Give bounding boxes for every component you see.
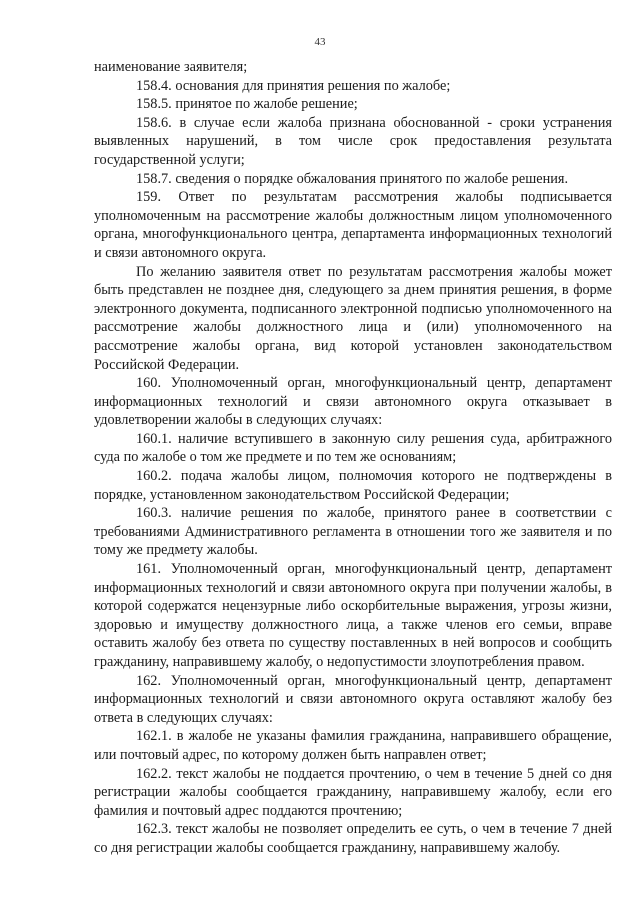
paragraph: наименование заявителя; (94, 59, 248, 75)
paragraph: 158.6. в случае если жалоба признана обоснованной - сроки устранения выявленных нарушений, в том числе срок предоставления результата государственной услуги; (94, 114, 612, 168)
paragraph: 161. Уполномоченный орган, многофункциональный центр, департамент информационных технологий и связи автономного округа при получении жалобы, в которой содержатся нецензурные либо оскорбительные выражения, угрозы жизни, здоровью и имуществу должностного лица, а также членов его семьи, вправе оставить жалобу без ответа по существу поставленных в ней вопросов и сообщить гражданину, направившему жалобу, о недопустимости злоупотребления правом. (94, 561, 612, 670)
paragraph: 158.7. сведения о порядке обжалования принятого по жалобе решения. (136, 170, 569, 187)
paragraph: 160. Уполномоченный орган, многофункциональный центр, департамент информационных технологий и связи автономного округа отказывает в удовлетворении жалобы в следующих случаях: (94, 375, 612, 429)
paragraph: 162.3. текст жалобы не позволяет определить ее суть, о чем в течение 7 дней со дня регистрации жалобы сообщается гражданину, направившему жалобу. (94, 821, 612, 856)
page-number: 43 (314, 36, 326, 48)
paragraph: 160.1. наличие вступившего в законную силу решения суда, арбитражного суда по жалобе о том же предмете и по тем же основаниям; (94, 430, 612, 466)
paragraph: 160.3. наличие решения по жалобе, принятого ранее в соответствии с требованиями Административного регламента в отношении того же заявителя и по тому же предмету жалобы. (94, 505, 612, 559)
paragraph: По желанию заявителя ответ по результатам рассмотрения жалобы может быть представлен не позднее дня, следующего за днем принятия решения, в форме электронного документа, подписанного электронной подписью уполномоченного на рассмотрение жалобы должностного лица и (или) уполномоченного на рассмотрение жалобы органа, вид которой установлен законодательством Российской Федерации. (94, 263, 612, 373)
paragraph: 160.2. подача жалобы лицом, полномочия которого не подтверждены в порядке, установленном законодательством Российской Федерации; (94, 468, 612, 503)
paragraph: 162. Уполномоченный орган, многофункциональный центр, департамент информационных технологий и связи автономного округа оставляют жалобу без ответа в следующих случаях: (94, 672, 612, 726)
paragraph: 162.1. в жалобе не указаны фамилия гражданина, направившего обращение, или почтовый адрес, по которому должен быть направлен ответ; (94, 728, 612, 763)
paragraph: 162.2. текст жалобы не поддается прочтению, о чем в течение 5 дней со дня регистрации жалобы сообщается гражданину, направившему жалобу, если его фамилия и почтовый адрес поддаются прочтению; (94, 765, 612, 819)
paragraph: 158.4. основания для принятия решения по жалобе; (136, 77, 451, 94)
document-body (94, 58, 612, 858)
paragraph: 158.5. принятое по жалобе решение; (136, 96, 358, 113)
paragraph: 159. Ответ по результатам рассмотрения жалобы подписывается уполномоченным на рассмотрение жалобы должностным лицом уполномоченного органа, многофункционального центра, департамента информационных технологий и связи автономного округа. (94, 189, 612, 261)
